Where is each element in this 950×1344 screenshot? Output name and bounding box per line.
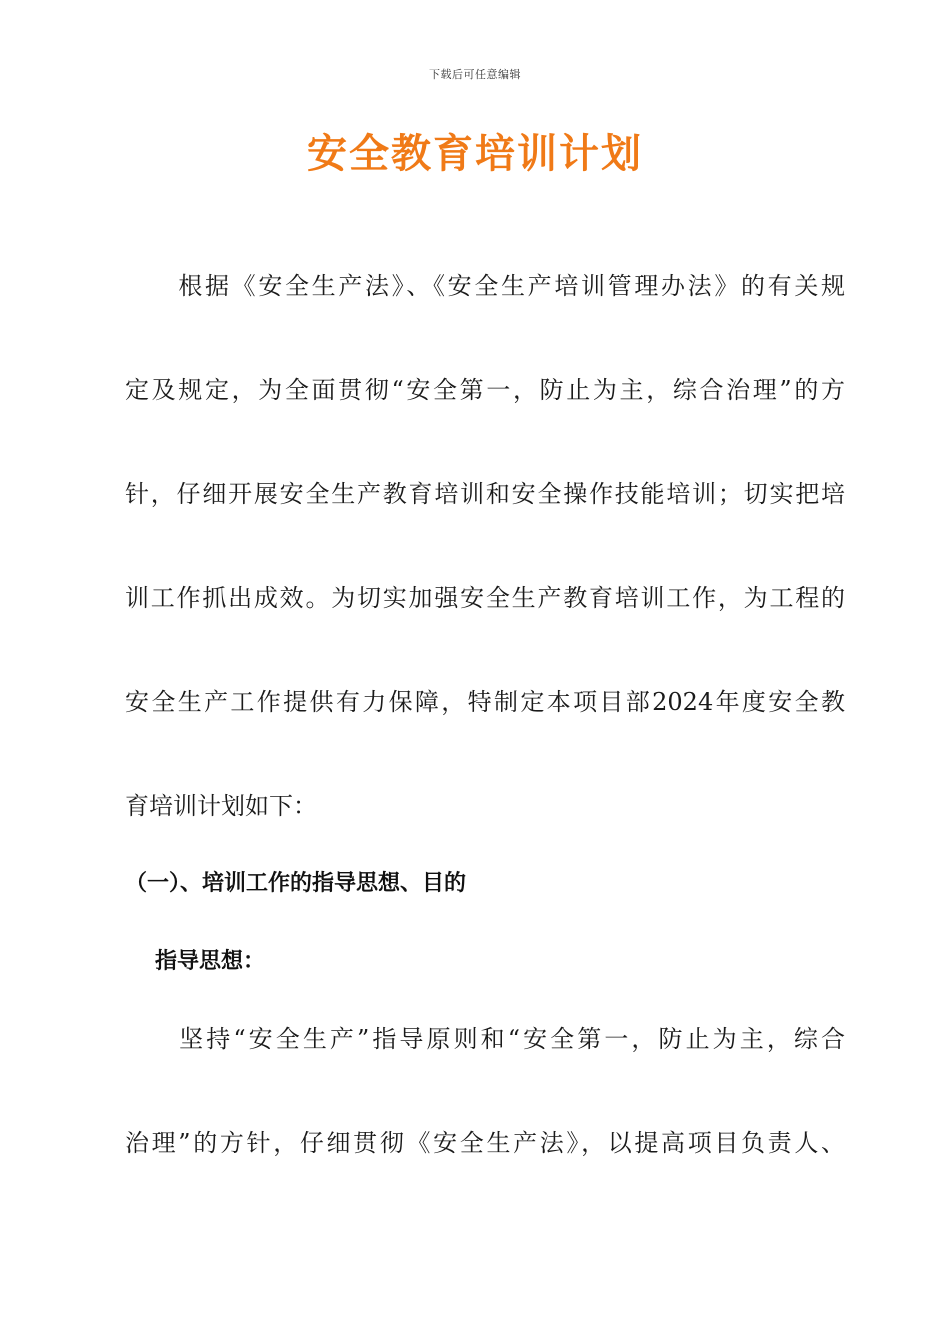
- intro-line-5: 安全生产工作提供有力保障，特制定本项目部2024年度安全教: [125, 688, 845, 716]
- guide-paragraph: [125, 987, 845, 1195]
- document-title: 安全教育培训计划: [307, 131, 643, 177]
- header-note: 下载后可任意编辑: [429, 68, 521, 81]
- intro-paragraph: [125, 234, 845, 858]
- guide-line-1: 坚持“安全生产”指导原则和“安全第一，防止为主，综合: [125, 1025, 845, 1053]
- intro-line-3: 针，仔细开展安全生产教育培训和安全操作技能培训；切实把培: [125, 480, 845, 508]
- subheading-guiding-ideology: 指导思想：: [155, 949, 266, 974]
- intro-line-2: 定及规定，为全面贯彻“安全第一，防止为主，综合治理”的方: [125, 376, 845, 404]
- intro-line-4: 训工作抓出成效。为切实加强安全生产教育培训工作，为工程的: [125, 584, 845, 612]
- intro-line-1: 根据《安全生产法》、《安全生产培训管理办法》的有关规: [125, 272, 845, 300]
- guide-line-2: 治理”的方针，仔细贯彻《安全生产法》，以提高项目负责人、: [125, 1129, 845, 1157]
- intro-line-6: 育培训计划如下：: [125, 792, 317, 820]
- section-heading-1: （一）、培训工作的指导思想、目的: [125, 871, 467, 896]
